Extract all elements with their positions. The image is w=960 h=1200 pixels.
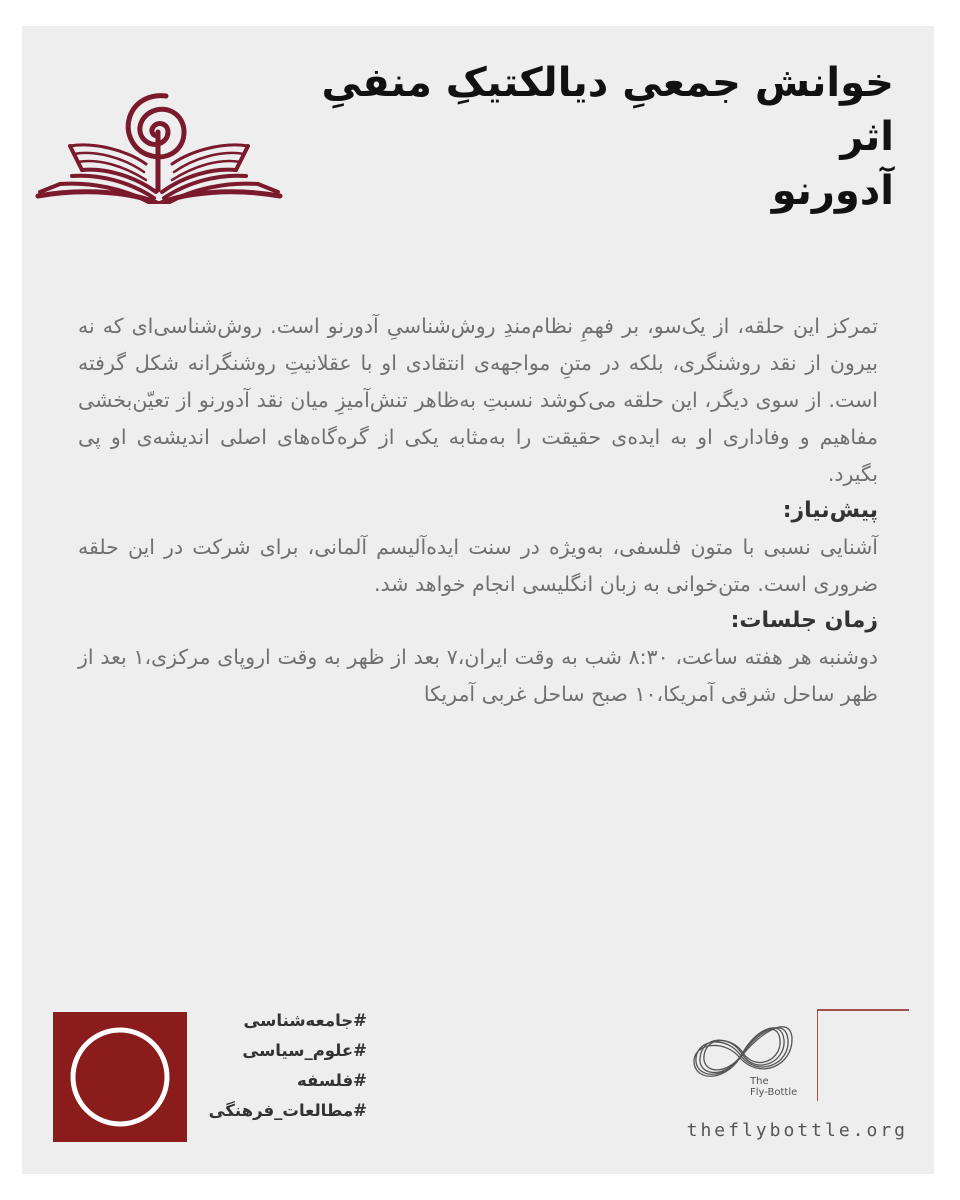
open-book-spiral-icon: [34, 64, 284, 204]
page-title: [294, 56, 894, 218]
schedule-heading: زمان جلسات:: [730, 608, 878, 633]
flybottle-logo-text: [750, 1076, 797, 1098]
website-link[interactable]: theflybottle.org: [686, 1120, 908, 1141]
hashtag-political-science[interactable]: #علوم_سیاسی: [242, 1041, 367, 1060]
circle-logo-box: [53, 1012, 187, 1142]
prerequisite-heading: پیش‌نیاز:: [782, 498, 878, 523]
schedule-paragraph: دوشنبه هر هفته ساعت، ۸:۳۰ شب به وقت ایران،۷ بعد از ظهر به وقت اروپای مرکزی،۱ بعد از ظهر ساحل شرقی آمریکا،۱۰ صبح ساحل غربی آمریکا: [78, 645, 879, 706]
circle-ring-icon: [53, 1012, 187, 1142]
logo-line-1: The: [750, 1076, 769, 1087]
hashtag-cultural-studies[interactable]: #مطالعات_فرهنگی: [208, 1101, 367, 1120]
poster-card: [22, 26, 934, 1174]
hashtag-sociology[interactable]: #جامعه‌شناسی: [243, 1011, 367, 1030]
description: [78, 308, 878, 713]
intro-paragraph: تمرکز این حلقه، از یک‌سو، بر فهمِ نظام‌مندِ روش‌شناسیِ آدورنو است. روش‌شناسی‌ای که نه بیرون از نقد روشنگری، بلکه در متنِ مواجهه‌ی انتقادی او با عقلانیتِ روشنگرانه شکل گرفته است. از سوی دیگر، این حلقه می‌کوشد نسبتِ به‌ظاهر تنش‌آمیزِ میان نقد آدورنو از تعیّن‌بخشی مفاهیم و وفاداری او به ایده‌ی حقیقت را به‌مثابه یکی از گره‌گاه‌های اصلی اندیشه‌ی او پی بگیرد.: [78, 314, 878, 486]
corner-bracket-decoration: [817, 1009, 909, 1101]
prerequisite-paragraph: آشنایی نسبی با متون فلسفی، به‌ویژه در سنت ایده‌آلیسم آلمانی، برای شرکت در این حلقه ضروری است. متن‌خوانی به زبان انگلیسی انجام خواهد شد.: [78, 535, 878, 596]
hashtag-philosophy[interactable]: #فلسفه: [296, 1071, 367, 1090]
logo-line-2: Fly-Bottle: [750, 1087, 798, 1098]
title-line-2: آدورنو: [771, 168, 894, 214]
hashtag-list: [207, 1006, 367, 1126]
title-line-1: خوانش جمعیِ دیالکتیکِ منفیِ اثر: [321, 60, 894, 160]
